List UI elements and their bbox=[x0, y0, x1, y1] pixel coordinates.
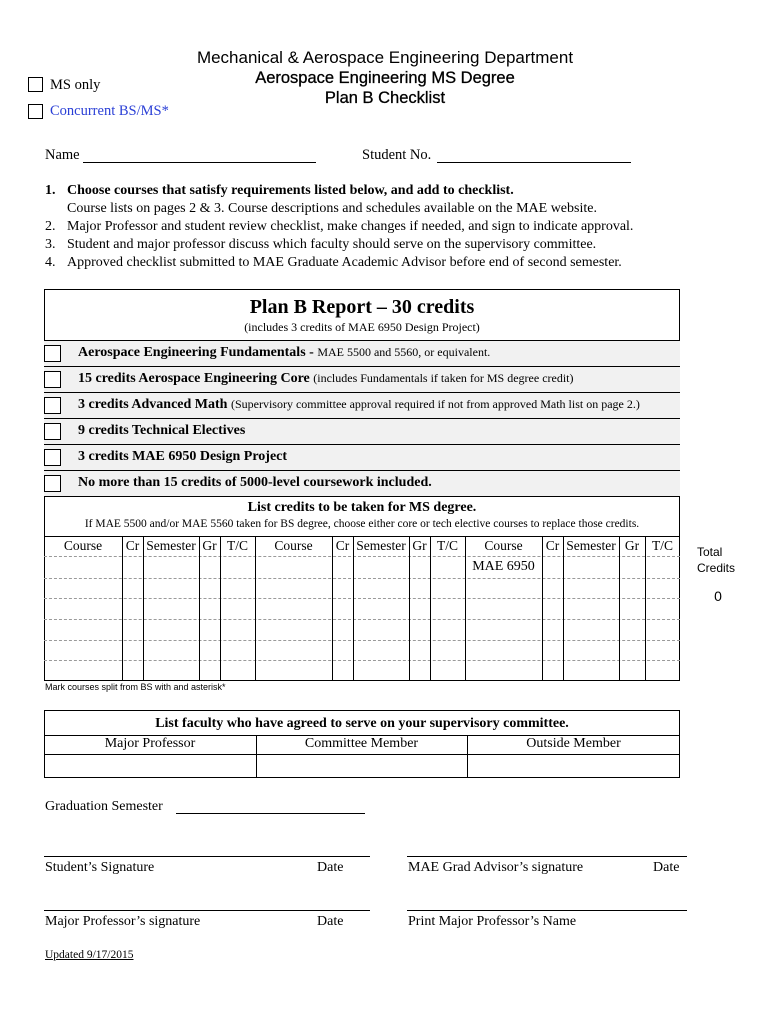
print-name-line[interactable] bbox=[407, 910, 687, 911]
degree-title: Aerospace Engineering MS Degree bbox=[255, 69, 515, 87]
column-header: Semester bbox=[146, 538, 196, 553]
print-name-label: Print Major Professor’s Name bbox=[408, 914, 577, 929]
column-header: Semester bbox=[566, 538, 616, 553]
list-credits-note: If MAE 5500 and/or MAE 5560 taken for BS degree, choose either core or tech elective courses to replace those credits. bbox=[84, 518, 640, 530]
column-header: Course bbox=[484, 538, 523, 553]
student-signature-label: Student’s Signature bbox=[45, 860, 155, 875]
student-date-label: Date bbox=[317, 860, 344, 875]
column-header: Cr bbox=[335, 538, 350, 553]
committee-member-field[interactable] bbox=[257, 755, 466, 777]
column-header: Cr bbox=[545, 538, 560, 553]
advisor-signature-label: MAE Grad Advisor’s signature bbox=[408, 860, 584, 875]
column-header: Gr bbox=[202, 538, 217, 553]
requirement-row: 3 credits MAE 6950 Design Project bbox=[44, 444, 680, 470]
student-no-field[interactable] bbox=[437, 162, 631, 163]
split-note: Mark courses split from BS with and asterisk* bbox=[45, 682, 226, 692]
committee-title: List faculty who have agreed to serve on your supervisory committee. bbox=[155, 716, 569, 731]
major-prof-signature-label: Major Professor’s signature bbox=[45, 914, 201, 929]
prefilled-course[interactable]: MAE 6950 bbox=[472, 559, 535, 574]
graduation-semester-field[interactable] bbox=[176, 813, 365, 814]
major-prof-signature-line[interactable] bbox=[44, 910, 370, 911]
instruction-item: 3. Student and major professor discuss which faculty should serve on the supervisory committee. bbox=[45, 237, 597, 252]
ms-only-label: MS only bbox=[50, 77, 101, 93]
requirement-checkbox[interactable] bbox=[44, 397, 61, 414]
column-header: Gr bbox=[624, 538, 640, 553]
column-header: Cr bbox=[125, 538, 140, 553]
total-credits-value: 0 bbox=[714, 588, 722, 604]
requirement-checkbox[interactable] bbox=[44, 423, 61, 440]
requirement-row: Aerospace Engineering Fundamentals - MAE 5500 and 5560, or equivalent. bbox=[44, 340, 680, 366]
instruction-item: 4. Approved checklist submitted to MAE Graduate Academic Advisor before end of second semester. bbox=[45, 255, 622, 270]
column-header: T/C bbox=[436, 538, 458, 553]
total-label: Total bbox=[697, 545, 723, 559]
advisor-date-label: Date bbox=[653, 860, 680, 875]
checklist-title: Plan B Checklist bbox=[324, 89, 446, 107]
requirement-row: No more than 15 credits of 5000-level coursework included. bbox=[44, 470, 680, 497]
column-header: Semester bbox=[356, 538, 406, 553]
column-header: T/C bbox=[651, 538, 673, 553]
requirement-row: 15 credits Aerospace Engineering Core (includes Fundamentals if taken for MS degree credit) bbox=[44, 366, 680, 392]
list-credits-title: List credits to be taken for MS degree. bbox=[247, 500, 477, 515]
concurrent-label: Concurrent BS/MS* bbox=[50, 103, 169, 119]
concurrent-checkbox[interactable] bbox=[28, 104, 43, 119]
column-header: Gr bbox=[412, 538, 427, 553]
requirement-row: 3 credits Advanced Math (Supervisory committee approval required if not from approved Math list on page 2.) bbox=[44, 392, 680, 418]
ms-only-checkbox[interactable] bbox=[28, 77, 43, 92]
outside-member-field[interactable] bbox=[468, 755, 679, 777]
major-prof-date-label: Date bbox=[317, 914, 344, 929]
report-title: Plan B Report – 30 credits bbox=[249, 296, 475, 318]
column-header: Course bbox=[274, 538, 313, 553]
major-professor-header: Major Professor bbox=[104, 736, 196, 751]
requirement-checkbox[interactable] bbox=[44, 475, 61, 492]
instruction-item: 2. Major Professor and student review checklist, make changes if needed, and sign to indicate approval. bbox=[45, 219, 634, 234]
name-label: Name bbox=[45, 147, 80, 163]
requirement-checkbox[interactable] bbox=[44, 371, 61, 388]
credits-label: Credits bbox=[697, 561, 736, 575]
student-no-label: Student No. bbox=[362, 147, 432, 163]
instruction-item: 1. Choose courses that satisfy requirements listed below, and add to checklist. bbox=[45, 183, 514, 198]
report-subtitle: (includes 3 credits of MAE 6950 Design Project) bbox=[244, 320, 480, 334]
committee-member-header: Committee Member bbox=[304, 736, 419, 751]
requirement-row: 9 credits Technical Electives bbox=[44, 418, 680, 444]
major-professor-field[interactable] bbox=[45, 755, 255, 777]
requirement-checkbox[interactable] bbox=[44, 449, 61, 466]
requirement-checkbox[interactable] bbox=[44, 345, 61, 362]
department-title: Mechanical & Aerospace Engineering Department bbox=[196, 48, 574, 67]
advisor-signature-line[interactable] bbox=[407, 856, 687, 857]
updated-date: Updated 9/17/2015 bbox=[45, 949, 134, 961]
column-header: T/C bbox=[226, 538, 248, 553]
student-signature-line[interactable] bbox=[44, 856, 370, 857]
instruction-item: Course lists on pages 2 & 3. Course descriptions and schedules available on the MAE website. bbox=[67, 201, 597, 216]
outside-member-header: Outside Member bbox=[526, 736, 621, 751]
column-header: Course bbox=[63, 538, 103, 553]
graduation-semester-label: Graduation Semester bbox=[45, 799, 163, 814]
name-field[interactable] bbox=[83, 162, 316, 163]
